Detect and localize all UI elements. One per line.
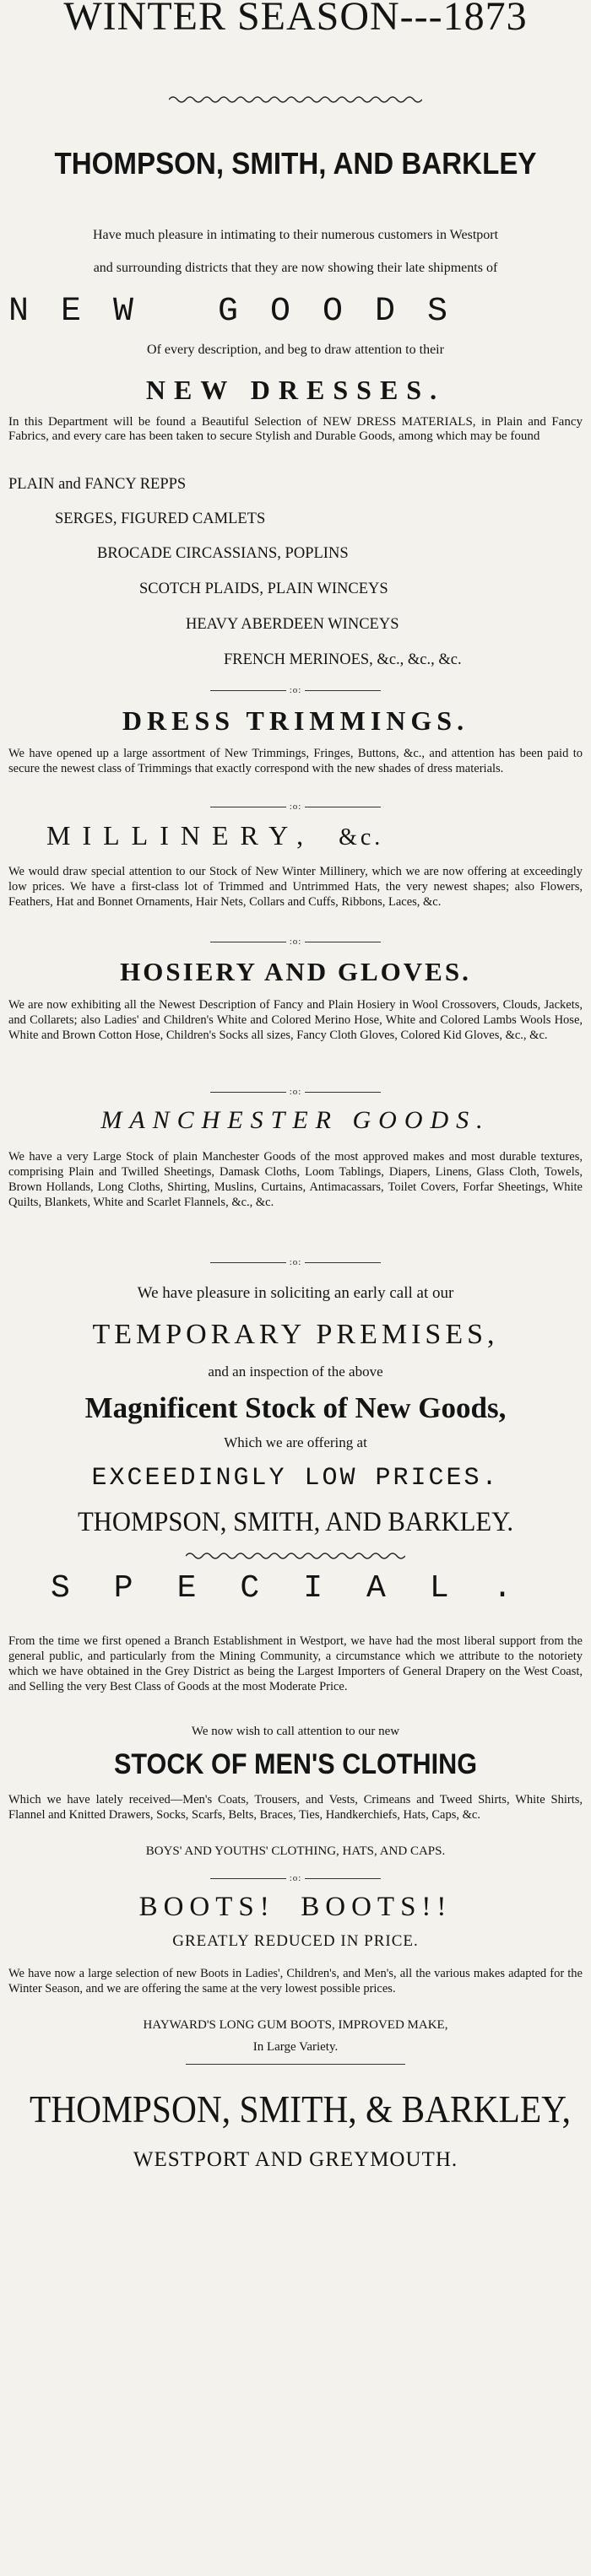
millinery-heading-suffix: &c. <box>339 824 384 851</box>
new-dresses-intro-suffix: in Plain and Fancy Fabrics, and every care has been taken to secure Stylish and Durable Goods, among which may be found <box>8 415 583 443</box>
new-dresses-intro <box>8 415 583 444</box>
premises-line-2: and an inspection of the above <box>208 1364 383 1380</box>
premises-line-1: We have pleasure in soliciting an early call at our <box>137 1284 454 1302</box>
new-goods-heading: NEW GOODS <box>8 293 480 331</box>
large-variety-line: In Large Variety. <box>252 2040 339 2054</box>
boots-heading: BOOTS! BOOTS!! <box>138 1892 453 1922</box>
mens-clothing-heading: STOCK OF MEN'S CLOTHING <box>113 1748 478 1780</box>
mens-clothing-body: Which we have lately received—Men's Coats, Trousers, and Vests, Crimeans and Tweed Shirts, White Shirts, Flannel and Knitted Drawers, Socks, Scarfs, Belts, Braces, Ties, Handkerchiefs, Hats, Caps, &c. <box>8 1793 583 1822</box>
dress-item-3: BROCADE CIRCASSIANS, POPLINS <box>97 545 349 562</box>
new-dresses-heading: NEW DRESSES. <box>145 375 446 405</box>
millinery-heading <box>46 818 587 855</box>
magnificent-stock-heading: Magnificent Stock of New Goods, <box>84 1391 507 1424</box>
dress-item-6: FRENCH MERINOES, &c., &c., &c. <box>224 651 462 668</box>
section-rule <box>186 2064 405 2065</box>
boots-body: We have now a large selection of new Boots in Ladies', Children's, and Men's, all the various makes adapted for the Winter Season, and we are offering the same at the very lowest possible prices. <box>8 1967 583 1995</box>
divider: :o: <box>0 802 591 812</box>
boys-clothing-line: BOYS' AND YOUTHS' CLOTHING, HATS, AND CAPS. <box>145 1844 446 1858</box>
new-dresses-intro-highlight: NEW DRESS MATERIALS, <box>323 415 476 429</box>
special-heading: SPECIAL. <box>51 1570 556 1607</box>
millinery-heading-text: MILLINERY, <box>46 820 316 851</box>
intro-line-2: and surrounding districts that they are now showing their late shipments of <box>93 261 498 275</box>
divider: :o: <box>0 1087 591 1097</box>
divider: :o: <box>0 1257 591 1267</box>
wavy-rule <box>186 1551 405 1561</box>
divider: :o: <box>0 1873 591 1883</box>
dress-trimmings-heading: DRESS TRIMMINGS. <box>122 705 469 736</box>
low-prices-heading: EXCEEDINGLY LOW PRICES. <box>91 1464 500 1493</box>
temporary-premises-heading: TEMPORARY PREMISES, <box>92 1319 499 1350</box>
manchester-body: We have a very Large Stock of plain Manchester Goods of the most approved makes and most durable textures, comprising Plain and Twilled Sheetings, Damask Cloths, Loom Tablings, Diapers, Linens, Glass Cloth, Towels, Brown Hollands, Long Cloths, Shirting, Muslins, Curtains, Antimacassars, Toilet Covers, Forfar Sheetings, White Quilts, Blankets, White and Scarlet Flannels, &c., &c. <box>8 1150 583 1209</box>
special-body: From the time we first opened a Branch Establishment in Westport, we have had the most liberal support from the general public, and particularly from the Mining Community, a circumstance which we attribute to the notoriety which we have obtained in the Grey District as being the Largest Importers of General Drapery on the West Coast, and Selling the very Best Class of Goods at the most Moderate Price. <box>8 1634 583 1693</box>
intro-line-1: Have much pleasure in intimating to their numerous customers in Westport <box>92 228 499 242</box>
dress-item-4: SCOTCH PLAIDS, PLAIN WINCEYS <box>139 581 388 597</box>
hosiery-heading: HOSIERY AND GLOVES. <box>120 957 471 986</box>
hosiery-body: We are now exhibiting all the Newest Description of Fancy and Plain Hosiery in Wool Crossovers, Clouds, Jackets, and Collarets; also Ladies' and Children's White and Colored Merino Hose, White and Colored Lambs Wools Hose, White and Brown Cotton Hose, Children's Socks all sizes, Fancy Cloth Gloves, Colored Kid Gloves, &c., &c. <box>8 998 583 1042</box>
footer-firm-name: THOMPSON, SMITH, & BARKLEY, <box>30 2087 572 2130</box>
firm-name-heading: THOMPSON, SMITH, AND BARKLEY <box>54 146 537 181</box>
wavy-rule <box>169 95 422 105</box>
new-goods-subline: Of every description, and beg to draw attention to their <box>147 343 444 357</box>
season-title: WINTER SEASON---1873 <box>63 0 528 39</box>
divider: :o: <box>0 937 591 947</box>
divider: :o: <box>0 685 591 695</box>
special-line: We now wish to call attention to our new <box>191 1725 400 1738</box>
firm-name-premises: THOMPSON, SMITH, AND BARKLEY. <box>77 1507 514 1537</box>
dress-item-1: PLAIN and FANCY REPPS <box>8 476 187 493</box>
boots-reduced-line: GREATLY REDUCED IN PRICE. <box>172 1932 419 1950</box>
haywards-line: HAYWARD'S LONG GUM BOOTS, IMPROVED MAKE, <box>143 2018 448 2032</box>
dress-item-2: SERGES, FIGURED CAMLETS <box>55 510 266 527</box>
dress-trimmings-body: We have opened up a large assortment of New Trimmings, Fringes, Buttons, &c., and attention has been paid to secure the newest class of Trimmings that exactly correspond with the new shades of dress materials. <box>8 747 583 775</box>
new-dresses-intro-prefix: In this Department will be found a Beautiful Selection of <box>8 415 323 429</box>
manchester-heading: MANCHESTER GOODS. <box>100 1106 491 1134</box>
millinery-body: We would draw special attention to our Stock of New Winter Millinery, which we are now offering at exceedingly low prices. We have a first-class lot of Trimmed and Untrimmed Hats, the very newest shapes; also Flowers, Feathers, Hat and Bonnet Ornaments, Hair Nets, Collars and Cuffs, Ribbons, Laces, &c. <box>8 865 583 909</box>
premises-line-3: Which we are offering at <box>224 1434 367 1450</box>
dress-item-5: HEAVY ABERDEEN WINCEYS <box>186 616 399 633</box>
footer-location: WESTPORT AND GREYMOUTH. <box>133 2148 458 2171</box>
